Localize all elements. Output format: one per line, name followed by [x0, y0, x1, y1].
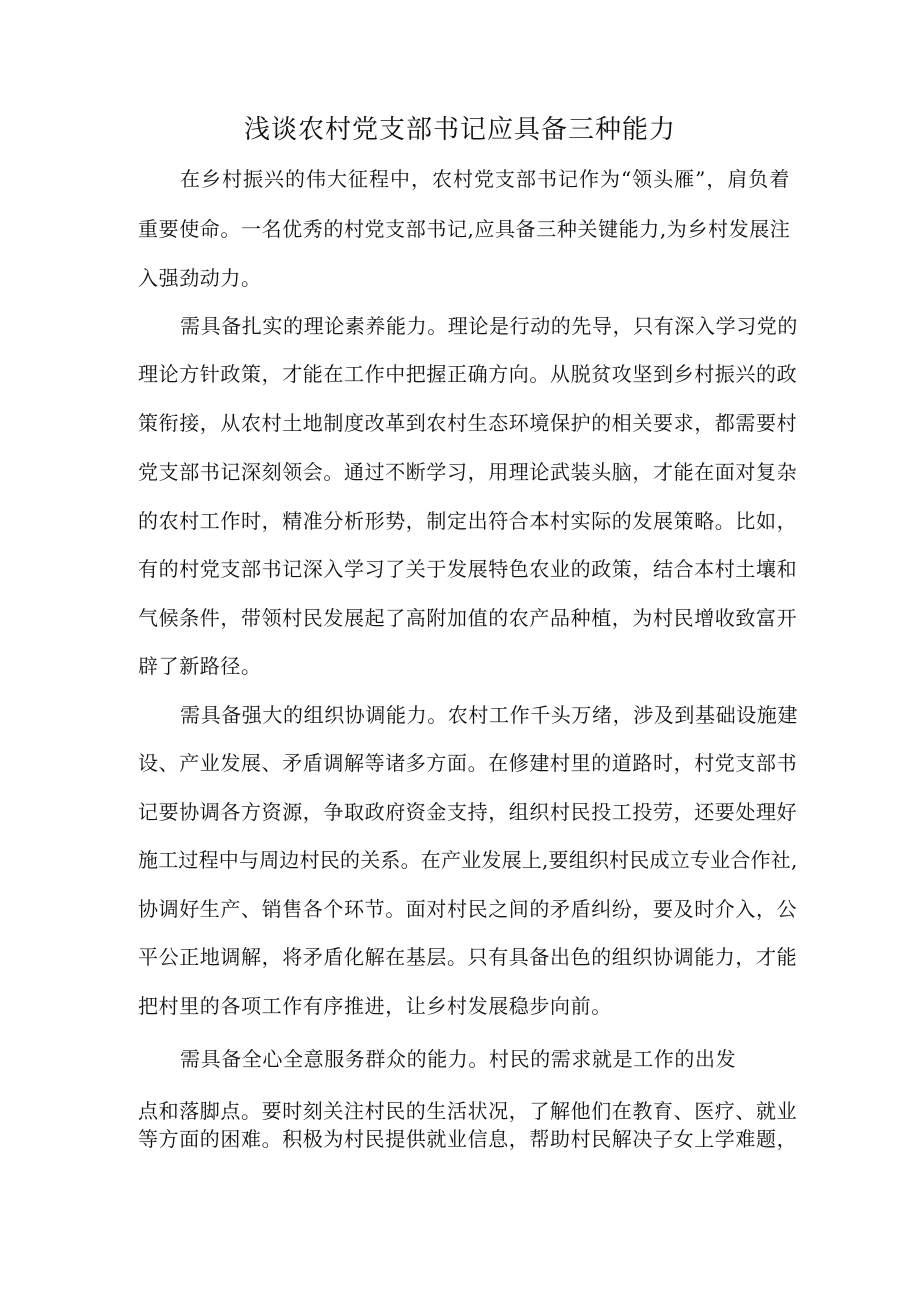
- paragraph-line: 辟了新路径。: [138, 654, 262, 678]
- paragraph-line: 理论方针政策，才能在工作中把握正确方向。从脱贫攻坚到乡村振兴的政: [138, 362, 798, 386]
- paragraph-line: 有的村党支部书记深入学习了关于发展特色农业的政策，结合本村土壤和: [138, 557, 798, 581]
- paragraph-line: 记要协调各方资源，争取政府资金支持，组织村民投工投劳，还要处理好: [138, 800, 798, 824]
- paragraph-line: 施工过程中与周边村民的关系。在产业发展上,要组织村民成立专业合作社,: [138, 848, 798, 872]
- paragraph-line: 重要使命。一名优秀的村党支部书记,应具备三种关键能力,为乡村发展注: [138, 217, 790, 241]
- paragraph-line: 在乡村振兴的伟大征程中，农村党支部书记作为“领头雁”，肩负着: [180, 167, 790, 191]
- document-title: 浅谈农村党支部书记应具备三种能力: [243, 115, 676, 145]
- paragraph-line: 入强劲动力。: [138, 266, 262, 290]
- paragraph-line: 气候条件，带领村民发展起了高附加值的农产品种植，为村民增收致富开: [138, 606, 798, 630]
- paragraph-line: 把村里的各项工作有序推进，让乡村发展稳步向前。: [138, 994, 612, 1018]
- paragraph-line: 策衔接，从农村土地制度改革到农村生态环境保护的相关要求，都需要村: [138, 411, 798, 435]
- paragraph-line: 党支部书记深刻领会。通过不断学习，用理论武装头脑，才能在面对复杂: [138, 460, 798, 484]
- paragraph-line: 点和落脚点。要时刻关注村民的生活状况，了解他们在教育、医疗、就业: [138, 1099, 798, 1123]
- paragraph-line: 需具备扎实的理论素养能力。理论是行动的先导，只有深入学习党的: [180, 314, 798, 338]
- paragraph-line: 需具备强大的组织协调能力。农村工作千头万绪，涉及到基础设施建: [180, 703, 798, 727]
- paragraph-line: 需具备全心全意服务群众的能力。村民的需求就是工作的出发: [180, 1047, 737, 1071]
- paragraph-line: 的农村工作时，精准分析形势，制定出符合本村实际的发展策略。比如，: [138, 509, 798, 533]
- paragraph-line: 等方面的困难。积极为村民提供就业信息，帮助村民解决子女上学难题，: [138, 1127, 798, 1151]
- paragraph-line: 协调好生产、销售各个环节。面对村民之间的矛盾纠纷，要及时介入，公: [138, 897, 798, 921]
- paragraph-line: 设、产业发展、矛盾调解等诸多方面。在修建村里的道路时，村党支部书: [138, 751, 798, 775]
- paragraph-line: 平公正地调解，将矛盾化解在基层。只有具备出色的组织协调能力，才能: [138, 945, 798, 969]
